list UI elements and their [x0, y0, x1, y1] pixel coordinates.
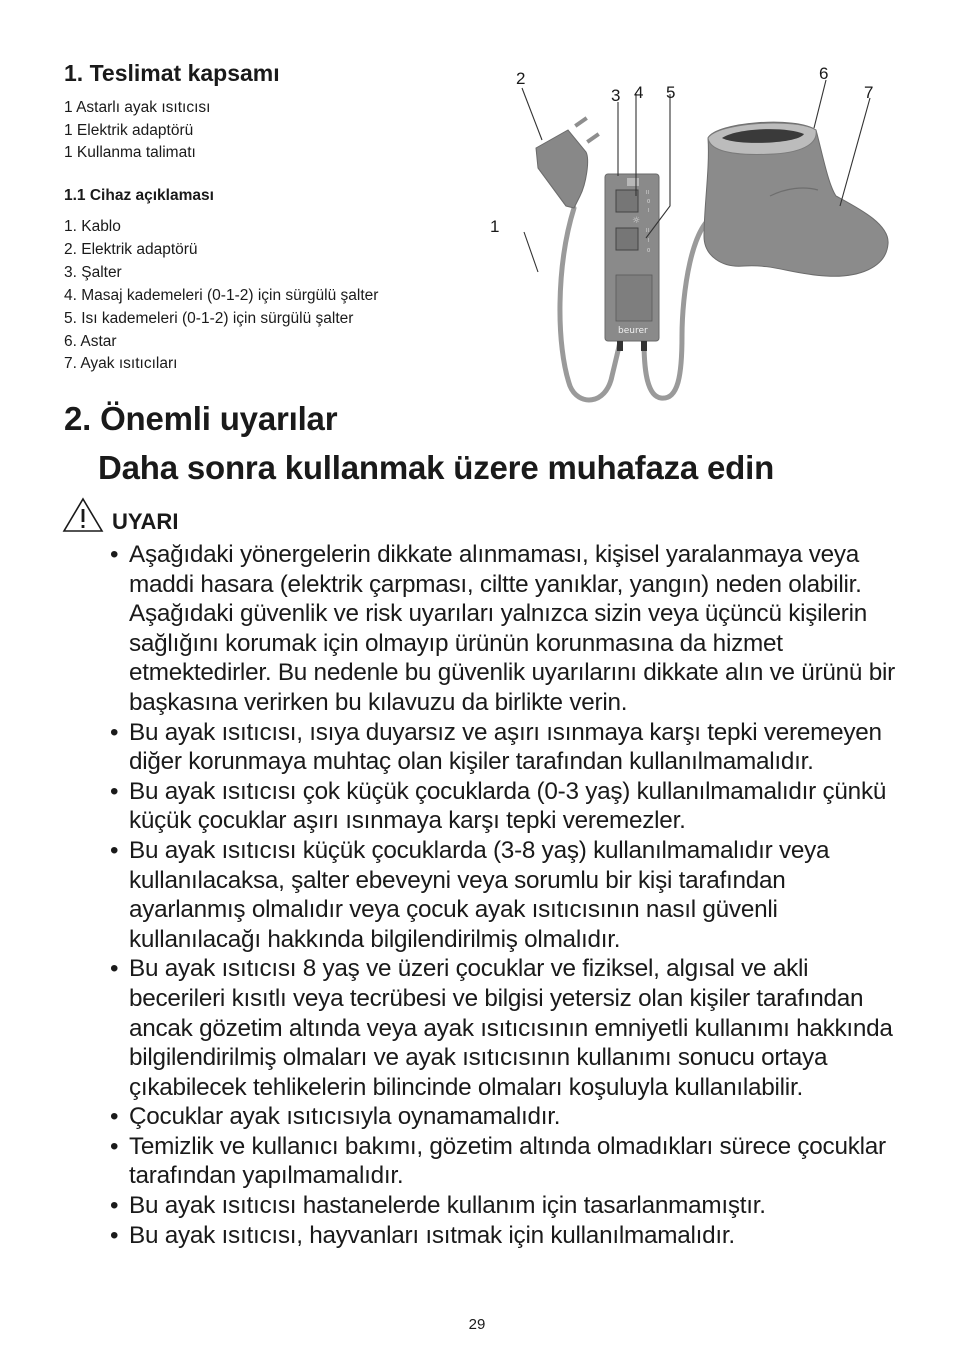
warning-bullet: • Bu ayak ısıtıcısı çok küçük çocuklarda (0-3 yaş) kullanılmamalıdır çünkü küçük çocuklar aşırı ısınmaya karşı tepki veremezler.: [110, 777, 900, 836]
section-2-subtitle: Daha sonra kullanmak üzere muhafaza edin: [98, 449, 775, 486]
switch-mark: I: [648, 238, 650, 244]
callout-6: 6: [819, 64, 829, 83]
warning-bullet: • Bu ayak ısıtıcısı hastanelerde kullanım için tasarlanmamıştır.: [110, 1191, 900, 1221]
warning-label: UYARI: [112, 509, 179, 534]
switch-mark: 0: [647, 248, 651, 254]
list-item: 7. Ayak ısıtıcıları: [64, 355, 178, 373]
svg-text:☼: ☼: [632, 216, 641, 226]
switch-mark: I: [648, 208, 650, 214]
list-item: 6. Astar: [64, 332, 117, 350]
section-1-title: 1. Teslimat kapsamı: [64, 60, 280, 86]
brand-logo: beurer: [618, 326, 648, 336]
list-item: 3. Şalter: [64, 263, 122, 281]
warning-bullet-list: [110, 540, 900, 1250]
callout-4: 4: [634, 83, 644, 102]
device-description-list: [64, 216, 378, 376]
list-item: 2. Elektrik adaptörü: [64, 240, 198, 258]
callout-2: 2: [516, 69, 526, 88]
list-item: 1. Kablo: [64, 218, 121, 235]
switch-mark: II: [646, 228, 649, 234]
warning-bullet: • Bu ayak ısıtıcısı küçük çocuklarda (3-8 yaş) kullanılmamalıdır veya kullanılacaksa, şalter ebeveyni veya sorumlu bir kişi tarafından ayarlanmış olmalıdır veya çocuk ayak ısıtıcısının nasıl güvenli kullanılacağı hakkında bilgilendirilmiş olmalıdır.: [110, 836, 900, 954]
power-adapter-shape: [536, 130, 588, 208]
product-illustration: [486, 56, 906, 406]
page-number: 29: [468, 1316, 486, 1333]
switch-mark: 0: [647, 199, 651, 205]
delivery-scope-list: [64, 97, 210, 165]
warning-bullet: • Temizlik ve kullanıcı bakımı, gözetim altında olmadıkları sürece çocuklar tarafından yapılmamalıdır.: [110, 1132, 900, 1191]
section-2-title: 2. Önemli uyarılar: [64, 400, 338, 437]
warning-bullet: • Çocuklar ayak ısıtıcısıyla oynamamalıdır.: [110, 1102, 900, 1132]
list-item: 5. Isı kademeleri (0-1-2) için sürgülü şalter: [64, 309, 354, 327]
warning-bullet: • Aşağıdaki yönergelerin dikkate alınmaması, kişisel yaralanmaya veya maddi hasara (elektrik çarpması, ciltte yanıklar, yangın) neden olabilir. Aşağıdaki güvenlik ve risk uyarıları yalnızca sizin veya üçüncü kişilerin sağlığını korumak için olmayıp ürünün korunmasına da hizmet etmektedirler. Bu nedenle bu güvenlik uyarılarını dikkate alın ve ürünü bir başkasına verirken bu kılavuzu da birlikte verin.: [110, 540, 900, 718]
warning-bullet: • Bu ayak ısıtıcısı 8 yaş ve üzeri çocuklar ve fiziksel, algısal ve akli becerileri kısıtlı veya tecrübesi ve bilgisi yetersiz olan kişiler tarafından ancak gözetim altında veya ayak ısıtıcısının emniyetli kullanımı hakkında bilgilendirilmiş olmaları ve ayak ısıtıcısının kullanımı sonucu ortaya çıkabilecek tehlikelerin bilincinde olmaları koşuluyla kullanılabilir.: [110, 954, 900, 1102]
switch-mark: II: [646, 190, 649, 196]
callout-5: 5: [666, 83, 676, 102]
list-item: 1 Kullanma talimatı: [64, 144, 196, 161]
warning-bullet: • Bu ayak ısıtıcısı, ısıya duyarsız ve aşırı ısınmaya karşı tepki veremeyen diğer korunmaya muhtaç olan kişiler tarafından kullanılmamalıdır.: [110, 718, 900, 777]
warning-triangle-icon: [62, 497, 104, 533]
callout-3: 3: [611, 86, 621, 105]
callout-1: 1: [490, 217, 500, 236]
callout-7: 7: [864, 83, 874, 102]
warning-bullet: • Bu ayak ısıtıcısı, hayvanları ısıtmak için kullanılmamalıdır.: [110, 1221, 900, 1251]
list-item: 1 Astarlı ayak ısıtıcısı: [64, 99, 211, 116]
list-item: 4. Masaj kademeleri (0-1-2) için sürgülü şalter: [64, 286, 379, 304]
list-item: 1 Elektrik adaptörü: [64, 121, 194, 139]
section-1-1-title: 1.1 Cihaz açıklaması: [64, 187, 214, 204]
